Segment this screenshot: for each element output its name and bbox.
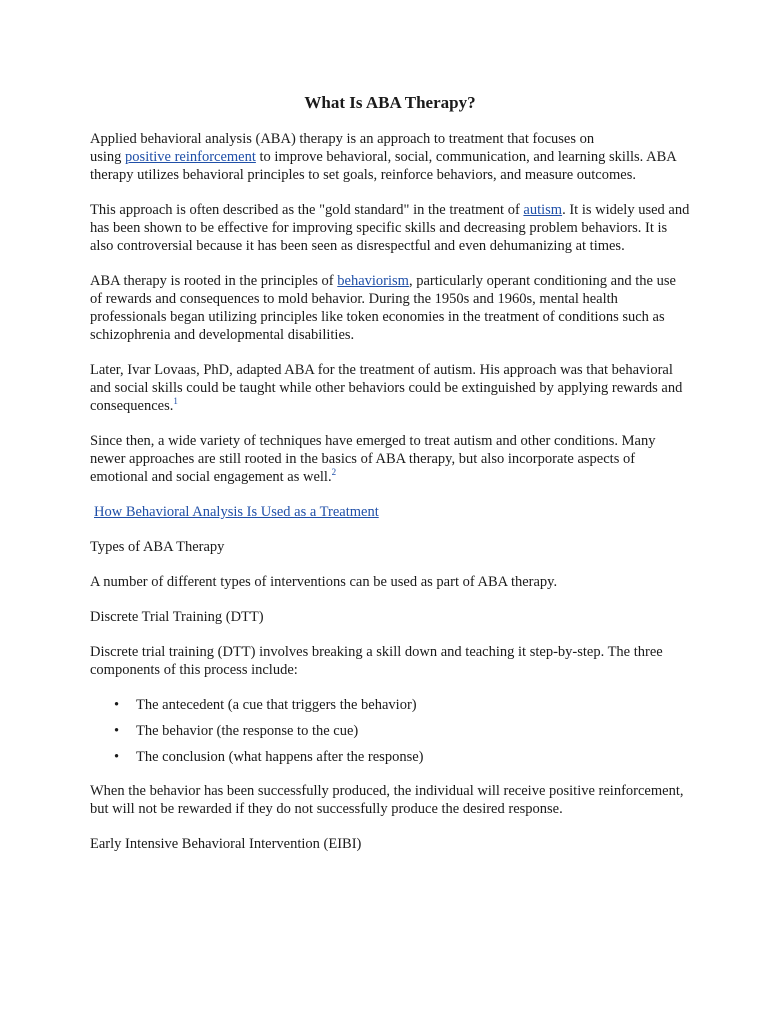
reference-1[interactable]: 1 xyxy=(173,396,178,406)
paragraph-intro-text: Applied behavioral analysis (ABA) therapy is an approach to treatment that focuses on xyxy=(90,131,595,147)
heading-types: Types of ABA Therapy xyxy=(90,539,225,555)
paragraph-interventions: A number of different types of interventions can be used as part of ABA therapy. xyxy=(90,574,558,590)
list-item: • The behavior (the response to the cue) xyxy=(136,722,690,740)
paragraph-reinforcement: When the behavior has been successfully produced, the individual will receive positive reinforcement, but will not be rewarded if they do not successfully produce the desired response. xyxy=(90,783,684,817)
list-item: • The antecedent (a cue that triggers the behavior) xyxy=(136,696,690,714)
related-article-link[interactable]: How Behavioral Analysis Is Used as a Treatment xyxy=(94,504,379,520)
paragraph-behaviorism-rest: , particularly operant conditioning and the use of rewards and consequences to mold behavior. During the 1950s and 1960s, mental health professionals began utilizing principles like token economies in the treatment of conditions such as schizophrenia and developmental disabilities. xyxy=(90,273,676,343)
paragraph-intro-rest: to improve behavioral, social, communication, and learning skills. ABA therapy utilizes behavioral principles to set goals, reinforce behaviors, and measure outcomes. xyxy=(90,149,676,183)
paragraph-dtt: Discrete trial training (DTT) involves breaking a skill down and teaching it step-by-step. The three components of this process include: xyxy=(90,644,663,678)
paragraph-behaviorism-text: ABA therapy is rooted in the principles of xyxy=(90,273,338,289)
paragraph-techniques-text: Since then, a wide variety of techniques have emerged to treat autism and other conditions. Many newer approaches are still rooted in the basics of ABA therapy, but also incorporate aspects of emotional and social engagement as well. xyxy=(90,433,656,485)
paragraph-intro xyxy=(90,130,690,184)
paragraph-intro-using: using xyxy=(90,149,126,165)
paragraph-gold-standard xyxy=(90,201,690,255)
document-title: What Is ABA Therapy? xyxy=(304,93,476,112)
list-item: • The conclusion (what happens after the response) xyxy=(136,748,690,766)
reference-2[interactable]: 2 xyxy=(331,467,337,477)
paragraph-techniques xyxy=(90,432,690,486)
document-page xyxy=(90,92,690,870)
heading-dtt: Discrete Trial Training (DTT) xyxy=(90,609,264,625)
paragraph-behaviorism xyxy=(90,272,690,344)
paragraph-lovaas xyxy=(90,361,690,415)
heading-eibi: Early Intensive Behavioral Intervention (EIBI) xyxy=(90,836,362,852)
autism-link[interactable]: autism xyxy=(523,202,563,218)
paragraph-gold-standard-text: This approach is often described as the "gold standard" in the treatment of xyxy=(90,202,524,218)
behaviorism-link[interactable]: behaviorism xyxy=(337,273,409,289)
paragraph-lovaas-text: Later, Ivar Lovaas, PhD, adapted ABA for the treatment of autism. His approach was that behavioral and social skills could be taught while other behaviors could be extinguished by applying rewards and consequences. xyxy=(90,362,683,414)
paragraph-gold-standard-rest: . It is widely used and has been shown to be effective for improving specific skills and decreasing problem behaviors. It is also controversial because it has been seen as disrespectful and even dehumanizing at times. xyxy=(90,202,690,254)
related-link-paragraph xyxy=(90,503,690,521)
dtt-components-list xyxy=(90,696,690,766)
positive-reinforcement-link[interactable]: positive reinforcement xyxy=(125,149,256,165)
